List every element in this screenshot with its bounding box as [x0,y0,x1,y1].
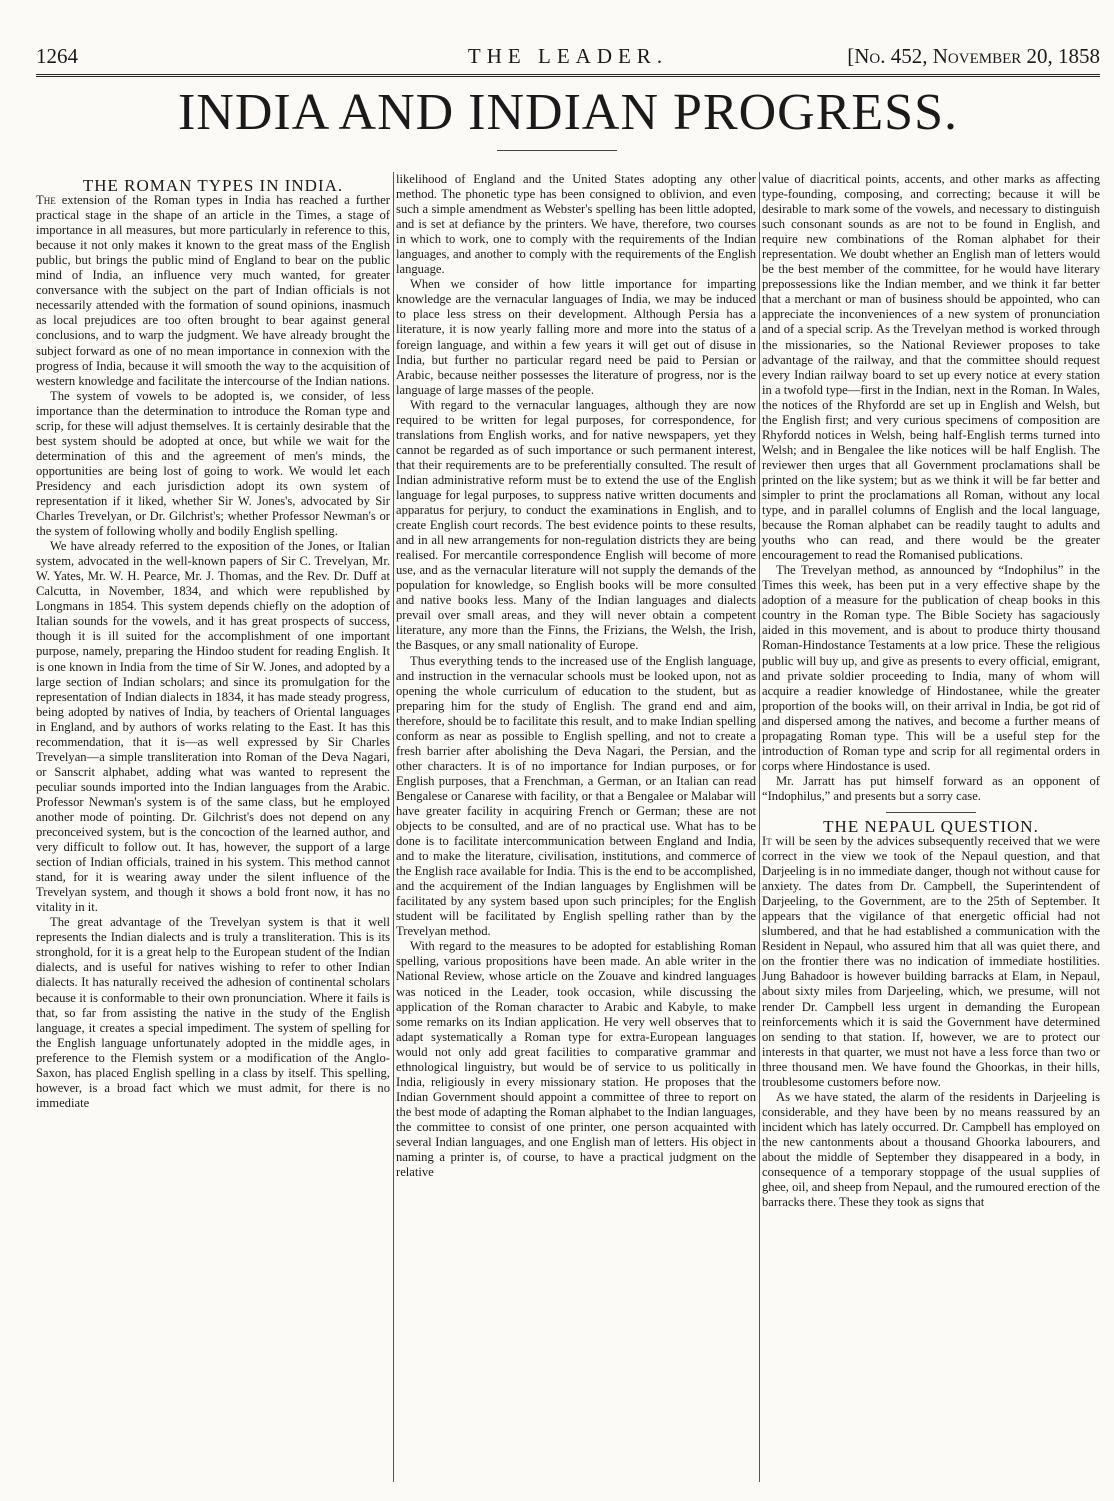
column-2 [396,172,756,1482]
column-divider [759,172,760,1482]
lead-word: The [36,193,56,208]
article-heading: THE NEPAUL QUESTION. [823,816,1039,836]
article-paragraph: Mr. Jarratt has put himself forward as an opponent of “Indophilus,” and presents but a sorry case. [762,773,1100,803]
masthead [36,44,1100,74]
article-paragraph: The extension of the Roman types in India has reached a further practical stage in the shape of an article in the Times, a stage of importance in all measures, but more particularly in reference to this, because it not only makes it known to the great mass of the English public, but brings the public mind of England to bear on the public mind of India, an influence very much wanted, for greater conversance with the subject on the part of Indian officials is not necessarily attended with the formation of sound opinions, inasmuch as local prejudices are too often brought to bear against general conclusions, and to warp the judgment. We have already brought the subject forward as one of no mean importance in connexion with the progress of India, because it will smooth the way to the acquisition of western knowledge and facilitate the intercourse of the Indian nations. [36,193,390,388]
section-rule [886,812,976,813]
article-paragraph: When we consider of how little importance for imparting knowledge are the vernacular languages of India, we may be induced to place less stress on their development. Although Persia has a literature, it is now yearly falling more and more into the status of a foreign language, and within a few years it will get out of disuse in India, but further no particular regard need be paid to Persian or Arabic, because neither possesses the literature of progress, nor is the language of large masses of the people. [396,277,756,397]
article-paragraph: The system of vowels to be adopted is, we consider, of less importance than the determination to introduce the Roman type and scrip, for these will adjust themselves. It is certainly desirable that the best system should be adopted at once, but while we wait for the determination of this and the agreement of men's minds, the opportunities are being lost of going to work. We would let each Presidency and each jurisdiction adopt its own system of representation if it liked, whether Sir W. Jones's, advocated by Sir Charles Trevelyan, or Dr. Gilchrist's; whether Professor Newman's or the system of following wholly and bodily English spelling. [36,388,390,539]
column-3 [762,172,1100,1482]
headline-rule [497,150,617,151]
issue-date: [No. 452, November 20, 1858 [847,44,1100,68]
newspaper-title: THE LEADER. [467,44,669,68]
page-number: 1264 [36,44,78,68]
article-heading: THE ROMAN TYPES IN INDIA. [82,176,344,195]
article-paragraph: Thus everything tends to the increased use of the English language, and instruction in the vernacular schools must be looked upon, not as opening the whole curriculum of education to the student, but as preparing him for the study of English. The grand end and aim, therefore, should be to facilitate this result, and to make Indian spelling conform as near as possible to English spelling, and not to create a fresh barrier after abolishing the Deva Nagari, the Persian, and the other characters. It is of no importance for Indian purposes, or for English purposes, that a Frenchman, a German, or an Italian can read Bengalese or Canarese with facility, or that a Bengalee or Malabar will have greater facility in acquiring French or German; these are not objects to be consulted, and are of no practical use. What has to be done is to facilitate intercommunication between England and India, and to make the literature, civilisation, institutions, and commerce of the English race available for India. This is the end to be accomplished, and the acquirement of the Indian languages by Englishmen will be facilitated by any system based upon such principles; for the English student will be facilitated by English spelling rather than by the Trevelyan method. [396,653,756,939]
article-paragraph: With regard to the measures to be adopted for establishing Roman spelling, various propositions have been made. An able writer in the National Review, whose article on the Zouave and kindred languages was noticed in the Leader, took occasion, while discussing the application of the Roman character to Arabic and Kabyle, to make some remarks on its Indian application. He very well observes that to adapt systematically a Roman type for extra-European languages would not only add great facilities to comparative grammar and ethnological linguistry, but would be of service to us politically in India, religiously in every missionary station. He proposes that the Indian Government should appoint a committee of three to report on the best mode of adapting the Roman alphabet to the Indian languages, the committee to consist of one printer, one person acquainted with several Indian languages, and one English man of letters. His object in naming a printer is, of course, to have a practical judgment on the relative [396,939,756,1180]
article-paragraph: The Trevelyan method, as announced by “Indophilus” in the Times this week, has been put in a very effective shape by the adoption of a measure for the publication of cheap books in this country in the Roman type. The Bible Society has sagaciously aided in this movement, and is about to produce thirty thousand Roman-Hindostance Testaments at a low price. These the religious public will buy up, and give as presents to every official, emigrant, and private soldier proceeding to India, many of whom will acquire a readier knowledge of Hindostanee, while the greater proportion of the books will, on their arrival in India, be got rid of and dispersed among the natives, and become a further means of propagating Roman type. This will be a useful step for the introduction of Roman type and scrip for all regimental orders in corps where Hindostance is used. [762,563,1100,773]
article-paragraph: value of diacritical points, accents, and other marks as affecting type-founding, composing, and correcting; because it will be desirable to mark some of the vowels, and necessary to distinguish such consonant sounds as are not to be found in English, and require new combinations of the Roman alphabet for their representation. We doubt whether an English man of letters would be the best member of the committee, for he would have literary prepossessions like the Indian member, and we think it far better that a merchant or man of business should be appointed, who can appreciate the inconveniences of a new system of pronunciation and of a special scrip. As the Trevelyan method is worked through the missionaries, so the National Reviewer proposes to take advantage of the railway, and that the committee should request every Indian railway board to set up every notice at every station in a twofold type—first in the Indian, next in the Roman. In Wales, the notices of the Rhyfordd are set up in English and Welsh, but the English first; and very curious specimens of composition are Rhyfordd notices in Welsh, being half-English terms turned into Welsh; and in Bengalee the like notices will be half English. The reviewer then urges that all Government proclamations shall be printed on the like system; but as we think it will be far better and simpler to print the proclamations all Roman, without any local type, and in parallel columns of English and the local language, because the Roman alphabet can be readily taught to adults and youths who can read, and there would be the greater encouragement to read the Romanised publications. [762,172,1100,563]
article-paragraph: We have already referred to the exposition of the Jones, or Italian system, advocated in the well-known papers of Sir C. Trevelyan, Mr. W. Yates, Mr. W. H. Pearce, Mr. J. Thomas, and the Rev. Dr. Duff at Calcutta, in November, 1834, and which were republished by Longmans in 1854. This system depends chiefly on the adoption of Italian sounds for the vowels, and it has great prospects of success, though it is ill suited for the accomplishment of one important purpose, namely, preparing the Hindoo student for reading English. It is one known in India from the time of Sir W. Jones, and adopted by a large section of Indian scholars; and since its promulgation for the representation of Indian dialects in 1834, it has made steady progress, being adopted by natives of India, by teachers of Oriental languages in England, and by authors of works relating to the East. It has this recommendation, that it is—as well expressed by Sir Charles Trevelyan—a simple transliteration into Roman of the Deva Nagari, or Sanscrit alphabet, adding what was wanted to represent the peculiar sounds imported into the Indian languages from the Arabic. Professor Newman's system is of the same class, but he employed another mode of pointing. Dr. Gilchrist's does not depend on any preconceived system, but is the concoction of the learned author, and very difficult to follow out. It has, however, the support of a large section of Indian officials, trained in his system. This method cannot stand, for it is wearing away under the silent influence of the Trevelyan system, and though it shows a bold front now, it has no vitality in it. [36,539,390,915]
article-paragraph: The great advantage of the Trevelyan system is that it well represents the Indian dialects and is truly a transliteration. This is its stronghold, for it is a great help to the European student of the Indian dialects, and is useful for natives wishing to refer to other Indian dialects. It has naturally received the adhesion of continental scholars because it is conformable to their own pronunciation. Where it fails is that, so far from assisting the native in the study of the English language, it creates a special impediment. The system of spelling for the English language unfortunately adopted in the middle ages, in preference to the Flemish system or a modification of the Anglo-Saxon, has placed English spelling in a class by itself. This spelling, however, is a broad fact which we must admit, for there is no immediate [36,915,390,1110]
article-paragraph: likelihood of England and the United States adopting any other method. The phonetic type has been consigned to oblivion, and even such a simple amendment as Webster's spelling has been little adopted, and is set at defiance by the printers. We have, therefore, two courses in which to work, one to comply with the requirements of the Indian languages, and another to comply with the requirements of the English language. [396,172,756,277]
page-headline: INDIA AND INDIAN PROGRESS. [177,84,959,141]
column-divider [393,172,394,1482]
article-paragraph: As we have stated, the alarm of the residents in Darjeeling is considerable, and they have been by no means reassured by an incident which has lately occurred. Dr. Campbell has employed on the new cantonments about a thousand Ghoorka labourers, and about the middle of September they disappeared in a body, in consequence of a temporary stoppage of the usual supplies of ghee, oil, and sheep from Nepaul, and the rumoured erection of the barracks there. These they took as signs that [762,1089,1100,1210]
article-paragraph: With regard to the vernacular languages, although they are now required to be written for legal purposes, for correspondence, for translations from English works, and for native newspapers, yet they cannot be regarded as of such importance or such permanent interest, that their requirements are to be preferentially consulted. The result of Indian administrative reform must be to extend the use of the English language for legal purposes, to suppress native written documents and apparatus for perjury, to conduct the examinations in English, and to create English court records. The best evidence points to these results, and in all new arrangements for non-regulation districts they are being realised. For mercantile correspondence English will become of more use, and as the vernacular literature will not supply the demands of the population for knowledge, so English books will be more consulted and native books less. Many of the Indian languages and dialects prevail over small areas, and they will never obtain a competent literature, any more than the Finns, the Frizians, the Welsh, the Irish, the Basques, or any small nationality of Europe. [396,397,756,653]
column-1 [36,172,390,1482]
masthead-rule [36,74,1100,77]
lead-word: It [762,834,772,849]
article-paragraph: It will be seen by the advices subsequently received that we were correct in the view we took of the Nepaul question, and that Darjeeling is in no immediate danger, though not without cause for anxiety. The dates from Dr. Campbell, the Superintendent of Darjeeling, to the Government, are to the 25th of September. It appears that the vigilance of that energetic official had not slumbered, and that he had established a communication with the Resident in Nepaul, who assured him that all was quiet there, and on the frontier there was no indication of immediate hostilities. Jung Bahadoor is however building barracks at Elam, in Nepaul, about sixty miles from Darjeeling, which, we presume, will not render Dr. Campbell less urgent in demanding the European reinforcements which it is said the Government have determined on sending to that station. If, however, we are to protect our interests in that quarter, we must not have a less force than two or three thousand men. We have found the Ghoorkas, in their hills, troublesome customers before now. [762,834,1100,1089]
